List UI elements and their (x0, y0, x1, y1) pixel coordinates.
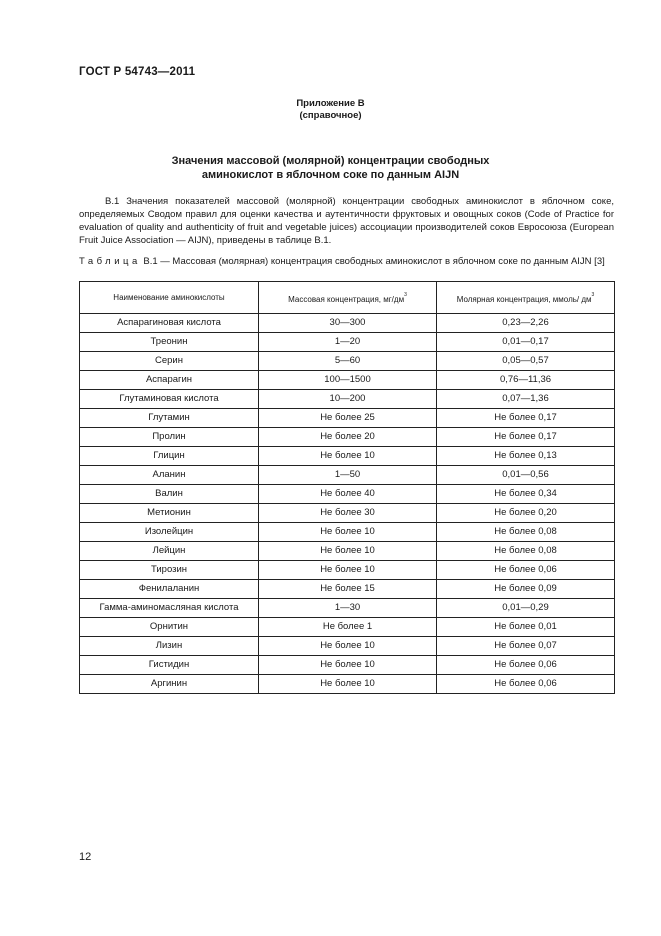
cell-mass-concentration: 1—50 (259, 466, 437, 485)
cell-amino-acid-name: Метионин (80, 504, 259, 523)
header-amino-acid-name: Наименование аминокислоты (80, 282, 259, 314)
table-row (80, 580, 615, 599)
cell-amino-acid-name: Треонин (80, 333, 259, 352)
cell-molar-concentration: 0,05—0,57 (437, 352, 615, 371)
appendix-heading (0, 98, 661, 122)
cell-molar-concentration: Не более 0,13 (437, 447, 615, 466)
amino-acid-table (79, 281, 615, 694)
cell-molar-concentration: 0,23—2,26 (437, 314, 615, 333)
cell-amino-acid-name: Глутамин (80, 409, 259, 428)
cell-molar-concentration: Не более 0,08 (437, 523, 615, 542)
section-title-line-2: аминокислот в яблочном соке по данным AIJN (201, 169, 460, 181)
cell-molar-concentration: Не более 0,07 (437, 637, 615, 656)
cell-mass-concentration: Не более 10 (259, 675, 437, 694)
cell-amino-acid-name: Аргинин (80, 675, 259, 694)
cell-molar-concentration: 0,01—0,56 (437, 466, 615, 485)
section-title-line-1: Значения массовой (молярной) концентрации свободных (171, 155, 490, 167)
table-row (80, 333, 615, 352)
table-row (80, 428, 615, 447)
cell-amino-acid-name: Гистидин (80, 656, 259, 675)
table-caption (79, 256, 614, 268)
table-row (80, 523, 615, 542)
cell-amino-acid-name: Пролин (80, 428, 259, 447)
table-caption-text: В.1 — Массовая (молярная) концентрация свободных аминокислот в яблочном соке по данным AIJN [3] (143, 256, 605, 267)
table-row (80, 618, 615, 637)
cell-molar-concentration: Не более 0,06 (437, 656, 615, 675)
cell-mass-concentration: Не более 15 (259, 580, 437, 599)
cell-mass-concentration: Не более 10 (259, 656, 437, 675)
table-row (80, 637, 615, 656)
cell-amino-acid-name: Тирозин (80, 561, 259, 580)
table-row (80, 447, 615, 466)
header-molar-concentration (437, 282, 615, 314)
cell-molar-concentration: 0,07—1,36 (437, 390, 615, 409)
appendix-reference-type: (справочное) (299, 110, 362, 121)
cell-amino-acid-name: Лейцин (80, 542, 259, 561)
cell-molar-concentration: Не более 0,34 (437, 485, 615, 504)
section-title (0, 154, 661, 182)
cell-molar-concentration: 0,01—0,29 (437, 599, 615, 618)
table-row (80, 466, 615, 485)
cell-mass-concentration: Не более 10 (259, 447, 437, 466)
table-row (80, 561, 615, 580)
cell-amino-acid-name: Серин (80, 352, 259, 371)
document-code: ГОСТ Р 54743—2011 (79, 66, 196, 78)
cell-mass-concentration: 100—1500 (259, 371, 437, 390)
cell-molar-concentration: Не более 0,17 (437, 428, 615, 447)
appendix-title: Приложение В (296, 98, 365, 109)
cell-molar-concentration: 0,76—11,36 (437, 371, 615, 390)
table-row (80, 352, 615, 371)
body-paragraph: В.1 Значения показателей массовой (молярной) концентрации свободных аминокислот в яблочном соке, определяемых Сводом правил для оценки качества и аутентичности фруктовых и овощных соков (Code of Practice for evaluation of quality and authenticity of fruit and vegetable juices) ассоциации производителей соков Евросоюза (European Fruit Juice Association — AIJN), приведены в таблице В.1. (79, 196, 614, 246)
cell-molar-concentration: 0,01—0,17 (437, 333, 615, 352)
cell-amino-acid-name: Аспарагин (80, 371, 259, 390)
cell-mass-concentration: 1—20 (259, 333, 437, 352)
table-row (80, 675, 615, 694)
cell-amino-acid-name: Гамма-аминомасляная кислота (80, 599, 259, 618)
cell-mass-concentration: Не более 20 (259, 428, 437, 447)
cell-mass-concentration: Не более 10 (259, 523, 437, 542)
cell-mass-concentration: 10—200 (259, 390, 437, 409)
cell-mass-concentration: 30—300 (259, 314, 437, 333)
cell-amino-acid-name: Глицин (80, 447, 259, 466)
table-row (80, 409, 615, 428)
table-row (80, 314, 615, 333)
cell-amino-acid-name: Аспарагиновая кислота (80, 314, 259, 333)
cell-amino-acid-name: Глутаминовая кислота (80, 390, 259, 409)
cell-mass-concentration: Не более 10 (259, 637, 437, 656)
cell-molar-concentration: Не более 0,20 (437, 504, 615, 523)
cell-mass-concentration: Не более 25 (259, 409, 437, 428)
table-row (80, 599, 615, 618)
header-mass-unit-superscript: 3 (404, 291, 407, 298)
cell-amino-acid-name: Лизин (80, 637, 259, 656)
table-row (80, 485, 615, 504)
cell-mass-concentration: Не более 1 (259, 618, 437, 637)
header-molar-unit-superscript: 3 (591, 291, 595, 298)
cell-amino-acid-name: Валин (80, 485, 259, 504)
table-body (80, 314, 615, 694)
cell-amino-acid-name: Орнитин (80, 618, 259, 637)
cell-molar-concentration: Не более 0,01 (437, 618, 615, 637)
cell-mass-concentration: Не более 40 (259, 485, 437, 504)
table-row (80, 504, 615, 523)
cell-mass-concentration: 5—60 (259, 352, 437, 371)
header-mass-concentration (259, 282, 437, 314)
cell-mass-concentration: 1—30 (259, 599, 437, 618)
page-number: 12 (79, 851, 92, 863)
cell-molar-concentration: Не более 0,06 (437, 561, 615, 580)
cell-molar-concentration: Не более 0,08 (437, 542, 615, 561)
cell-molar-concentration: Не более 0,17 (437, 409, 615, 428)
table-row (80, 371, 615, 390)
header-molar-concentration-text: Молярная концентрация, ммоль/ дм (456, 294, 592, 304)
cell-mass-concentration: Не более 10 (259, 542, 437, 561)
table-header-row (80, 282, 615, 314)
cell-molar-concentration: Не более 0,06 (437, 675, 615, 694)
table-row (80, 390, 615, 409)
table-row (80, 656, 615, 675)
cell-mass-concentration: Не более 30 (259, 504, 437, 523)
cell-mass-concentration: Не более 10 (259, 561, 437, 580)
cell-amino-acid-name: Изолейцин (80, 523, 259, 542)
cell-amino-acid-name: Аланин (80, 466, 259, 485)
cell-amino-acid-name: Фенилаланин (80, 580, 259, 599)
table-caption-label: Таблица (79, 256, 141, 267)
table-row (80, 542, 615, 561)
cell-molar-concentration: Не более 0,09 (437, 580, 615, 599)
header-mass-concentration-text: Массовая концентрация, мг/дм (288, 294, 405, 304)
